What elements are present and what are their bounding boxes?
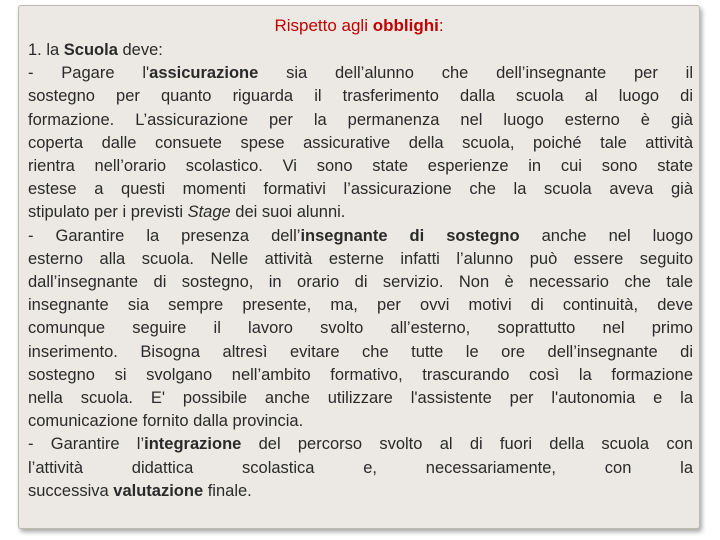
text-line bbox=[28, 132, 693, 155]
text-line bbox=[28, 248, 693, 271]
text-line bbox=[28, 201, 693, 224]
text-line bbox=[28, 155, 693, 178]
text-segment: - Pagare l' bbox=[28, 64, 150, 83]
text-segment: - Garantire l’ bbox=[28, 435, 145, 454]
text-segment: sostegno si svolgano nell’ambito formativo, trascurando così la formazione bbox=[28, 365, 693, 384]
text-segment: 1. la bbox=[28, 41, 64, 59]
text-segment: formazione. L’assicurazione per la permanenza nel luogo esterno è già bbox=[28, 110, 693, 129]
text-line bbox=[28, 433, 693, 456]
text-line bbox=[28, 410, 693, 433]
bold-term: assicurazione bbox=[149, 64, 259, 83]
text-segment: dall’insegnante di sostegno, in orario di servizio. Non è necessario che tale bbox=[28, 273, 693, 292]
text-segment: comunque seguire il lavoro svolto all’esterno, soprattutto nel primo bbox=[28, 319, 693, 338]
text-panel bbox=[18, 5, 700, 529]
text-line bbox=[28, 225, 693, 248]
text-segment: deve: bbox=[117, 41, 163, 59]
text-segment: del percorso svolto al di fuori della scuola con bbox=[241, 435, 693, 454]
text-segment: successiva bbox=[28, 481, 114, 500]
text-line bbox=[28, 85, 693, 108]
text-line bbox=[28, 39, 693, 62]
text-line bbox=[28, 317, 693, 340]
text-segment: nella scuola. E' possibile anche utilizzare l'assistente per l'autonomia e la bbox=[28, 389, 693, 408]
text-line bbox=[28, 62, 693, 85]
text-segment: anche nel luogo bbox=[519, 226, 694, 245]
text-line bbox=[28, 341, 693, 364]
title-suffix: : bbox=[438, 16, 444, 35]
text-segment: finale. bbox=[203, 481, 252, 500]
title-bold-word: obblighi bbox=[372, 16, 439, 35]
text-segment: estese a questi momenti formativi l’assicurazione che la scuola aveva già bbox=[28, 180, 693, 199]
text-line bbox=[28, 109, 693, 132]
text-line bbox=[28, 178, 693, 201]
bold-term: insegnante di sostegno bbox=[300, 226, 520, 245]
text-segment: comunicazione fornito dalla provincia. bbox=[28, 412, 304, 431]
text-segment: stipulato per i previsti bbox=[28, 203, 188, 222]
bold-term: valutazione bbox=[113, 481, 204, 500]
italic-term: Stage bbox=[187, 203, 231, 222]
text-line bbox=[28, 294, 693, 317]
title-prefix: Rispetto agli bbox=[274, 16, 373, 35]
slide-title bbox=[19, 15, 699, 36]
text-segment: dei suoi alunni. bbox=[230, 203, 346, 222]
text-segment: insegnante sia sempre presente, ma, per ovvi motivi di continuità, deve bbox=[28, 296, 693, 315]
bold-term: Scuola bbox=[63, 41, 118, 59]
text-line bbox=[28, 364, 693, 387]
text-line bbox=[28, 457, 693, 480]
bold-term: integrazione bbox=[144, 435, 242, 454]
text-segment: coperta dalle consuete spese assicurative della scuola, poiché tale attività bbox=[28, 133, 693, 152]
text-segment: sostegno per quanto riguarda il trasferimento dalla scuola al luogo di bbox=[28, 87, 693, 106]
text-segment: - Garantire la presenza dell’ bbox=[28, 226, 301, 245]
text-segment: esterno alla scuola. Nelle attività esterne infatti l’alunno può essere seguito bbox=[28, 249, 693, 268]
body-text bbox=[28, 39, 693, 503]
text-segment: l’attività didattica scolastica e, necessariamente, con la bbox=[28, 458, 693, 477]
text-segment: inserimento. Bisogna altresì evitare che tutte le ore dell’insegnante di bbox=[28, 342, 693, 361]
text-line bbox=[28, 480, 693, 503]
text-segment: rientra nell’orario scolastico. Vi sono state esperienze in cui sono state bbox=[28, 157, 693, 176]
text-segment: sia dell’alunno che dell’insegnante per il bbox=[258, 64, 693, 83]
text-line bbox=[28, 271, 693, 294]
text-line bbox=[28, 387, 693, 410]
